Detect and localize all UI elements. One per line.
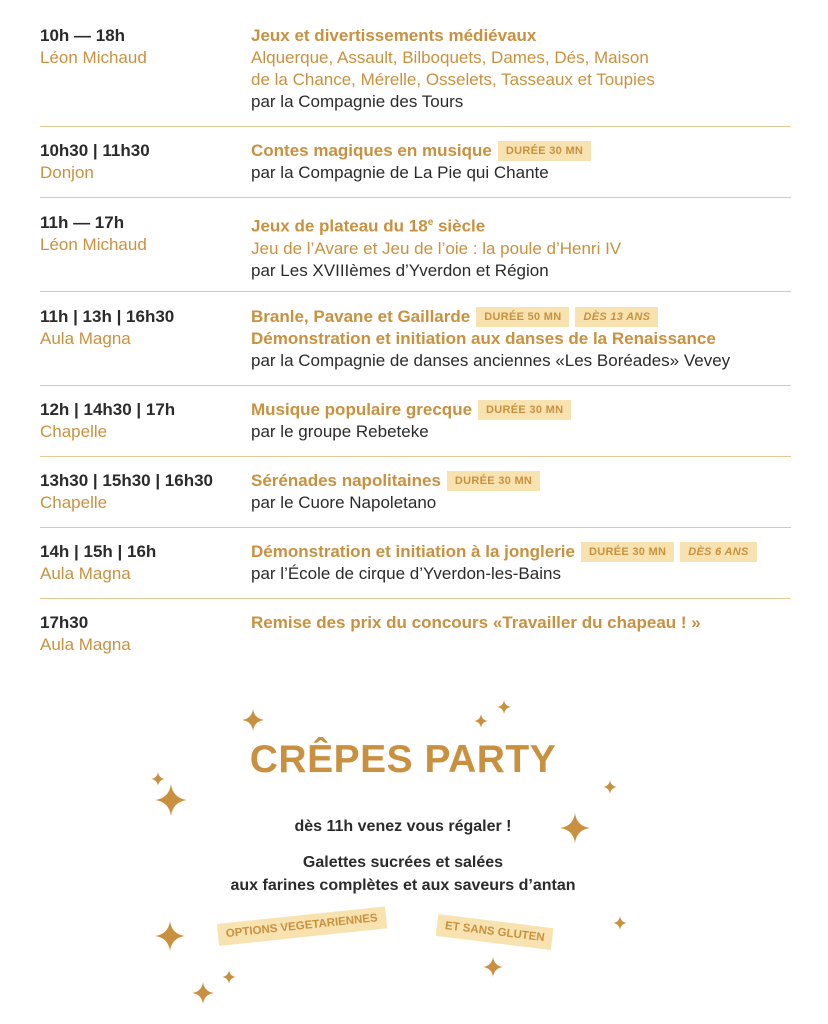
age-badge: DÈS 6 ANS xyxy=(680,542,756,562)
schedule-list xyxy=(40,20,791,669)
event-title: Démonstration et initiation à la jonglerie xyxy=(251,542,575,561)
event-title-secondary: Démonstration et initiation aux danses de la Renaissance xyxy=(251,329,716,348)
schedule-row xyxy=(40,599,791,669)
event-title xyxy=(251,212,791,238)
event-title-line xyxy=(251,541,791,563)
time-column xyxy=(40,541,251,589)
time-column xyxy=(40,306,251,376)
event-place: Léon Michaud xyxy=(40,235,147,254)
event-time: 12h | 14h30 | 17h xyxy=(40,400,176,419)
event-time: 11h — 17h xyxy=(40,213,125,232)
sparkle-star-icon xyxy=(560,813,590,843)
event-subtitle: Jeu de l’Avare et Jeu de l’oie : la poule d’Henri IV xyxy=(251,238,622,258)
event-title-text: siècle xyxy=(433,216,486,236)
crepes-party-description: Galettes sucrées et salées xyxy=(302,854,504,871)
event-title-line xyxy=(251,470,791,492)
event-time: 14h | 15h | 16h xyxy=(40,542,157,561)
event-title-line xyxy=(251,399,791,421)
sparkle-star-icon xyxy=(497,700,511,714)
duration-badge: DURÉE 50 MN xyxy=(476,307,569,327)
event-place: Chapelle xyxy=(40,493,108,512)
event-subtitle: Alquerque, Assault, Bilboquets, Dames, Dés, Maison xyxy=(251,48,649,67)
schedule-row xyxy=(40,386,791,457)
event-organizer: par la Compagnie de La Pie qui Chante xyxy=(251,163,549,182)
event-time: 17h30 xyxy=(40,613,89,632)
event-place: Aula Magna xyxy=(40,564,131,583)
event-title: Branle, Pavane et Gaillarde xyxy=(251,307,471,326)
event-title: Remise des prix du concours «Travailler du chapeau ! » xyxy=(251,613,701,632)
event-place: Donjon xyxy=(40,163,94,182)
time-column xyxy=(40,612,251,660)
duration-badge: DURÉE 30 MN xyxy=(581,542,674,562)
event-place: Aula Magna xyxy=(40,329,131,348)
event-organizer: par la Compagnie de danses anciennes «Les Boréades» Vevey xyxy=(251,351,731,370)
schedule-row xyxy=(40,198,791,292)
event-organizer: par l’École de cirque d’Yverdon-les-Bains xyxy=(251,564,561,583)
schedule-row xyxy=(40,457,791,528)
schedule-row xyxy=(40,292,791,386)
sparkle-star-icon xyxy=(474,714,488,728)
crepes-party-section xyxy=(0,700,828,1024)
time-column xyxy=(40,140,251,188)
crepes-party-time: dès 11h venez vous régaler ! xyxy=(294,818,512,835)
event-place: Aula Magna xyxy=(40,635,131,654)
sparkle-star-icon xyxy=(155,921,185,951)
crepes-party-title: CRÊPES PARTY xyxy=(249,738,557,781)
duration-badge: DURÉE 30 MN xyxy=(498,141,591,161)
event-title: Musique populaire grecque xyxy=(251,400,473,419)
description-column xyxy=(251,399,791,447)
gluten-free-ribbon: ET SANS GLUTEN xyxy=(436,914,554,950)
event-subtitle: de la Chance, Mérelle, Osselets, Tasseaux et Toupies xyxy=(251,70,655,89)
sparkle-star-icon xyxy=(222,970,236,984)
description-column xyxy=(251,306,791,376)
event-title-line xyxy=(251,306,791,328)
event-title: Contes magiques en musique xyxy=(251,141,492,160)
age-badge: DÈS 13 ANS xyxy=(575,307,658,327)
event-time: 11h | 13h | 16h30 xyxy=(40,307,175,326)
schedule-row xyxy=(40,528,791,599)
event-title: Jeux et divertissements médiévaux xyxy=(251,26,537,45)
event-organizer: par le Cuore Napoletano xyxy=(251,493,437,512)
crepes-party-description: aux farines complètes et aux saveurs d’antan xyxy=(230,877,576,894)
event-title-line xyxy=(251,140,791,162)
event-title: Sérénades napolitaines xyxy=(251,471,441,490)
schedule-row xyxy=(40,127,791,198)
event-organizer: par Les XVIIIèmes d’Yverdon et Région xyxy=(251,260,549,280)
duration-badge: DURÉE 30 MN xyxy=(478,400,571,420)
event-organizer: par le groupe Rebeteke xyxy=(251,422,429,441)
sparkle-star-icon xyxy=(155,784,187,816)
event-time: 10h — 18h xyxy=(40,26,126,45)
event-time: 13h30 | 15h30 | 16h30 xyxy=(40,471,214,490)
time-column xyxy=(40,25,251,117)
event-organizer: par la Compagnie des Tours xyxy=(251,92,464,111)
time-column xyxy=(40,212,251,282)
schedule-row xyxy=(40,20,791,127)
event-title-superscript: e xyxy=(427,217,434,228)
event-time: 10h30 | 11h30 xyxy=(40,141,150,160)
event-place: Chapelle xyxy=(40,422,108,441)
description-column xyxy=(251,25,791,117)
sparkle-star-icon xyxy=(603,780,617,794)
sparkle-star-icon xyxy=(192,982,214,1004)
vegetarian-options-ribbon: OPTIONS VEGETARIENNES xyxy=(217,906,387,945)
description-column xyxy=(251,470,791,518)
duration-badge: DURÉE 30 MN xyxy=(447,471,540,491)
event-place: Léon Michaud xyxy=(40,48,147,67)
description-column xyxy=(251,212,791,282)
sparkle-star-icon xyxy=(242,709,264,731)
time-column xyxy=(40,470,251,518)
sparkle-star-icon xyxy=(613,916,627,930)
sparkle-star-icon xyxy=(483,957,503,977)
time-column xyxy=(40,399,251,447)
description-column xyxy=(251,541,791,589)
description-column xyxy=(251,140,791,188)
event-title-text: Jeux de plateau du 18 xyxy=(251,216,428,236)
description-column xyxy=(251,612,791,660)
